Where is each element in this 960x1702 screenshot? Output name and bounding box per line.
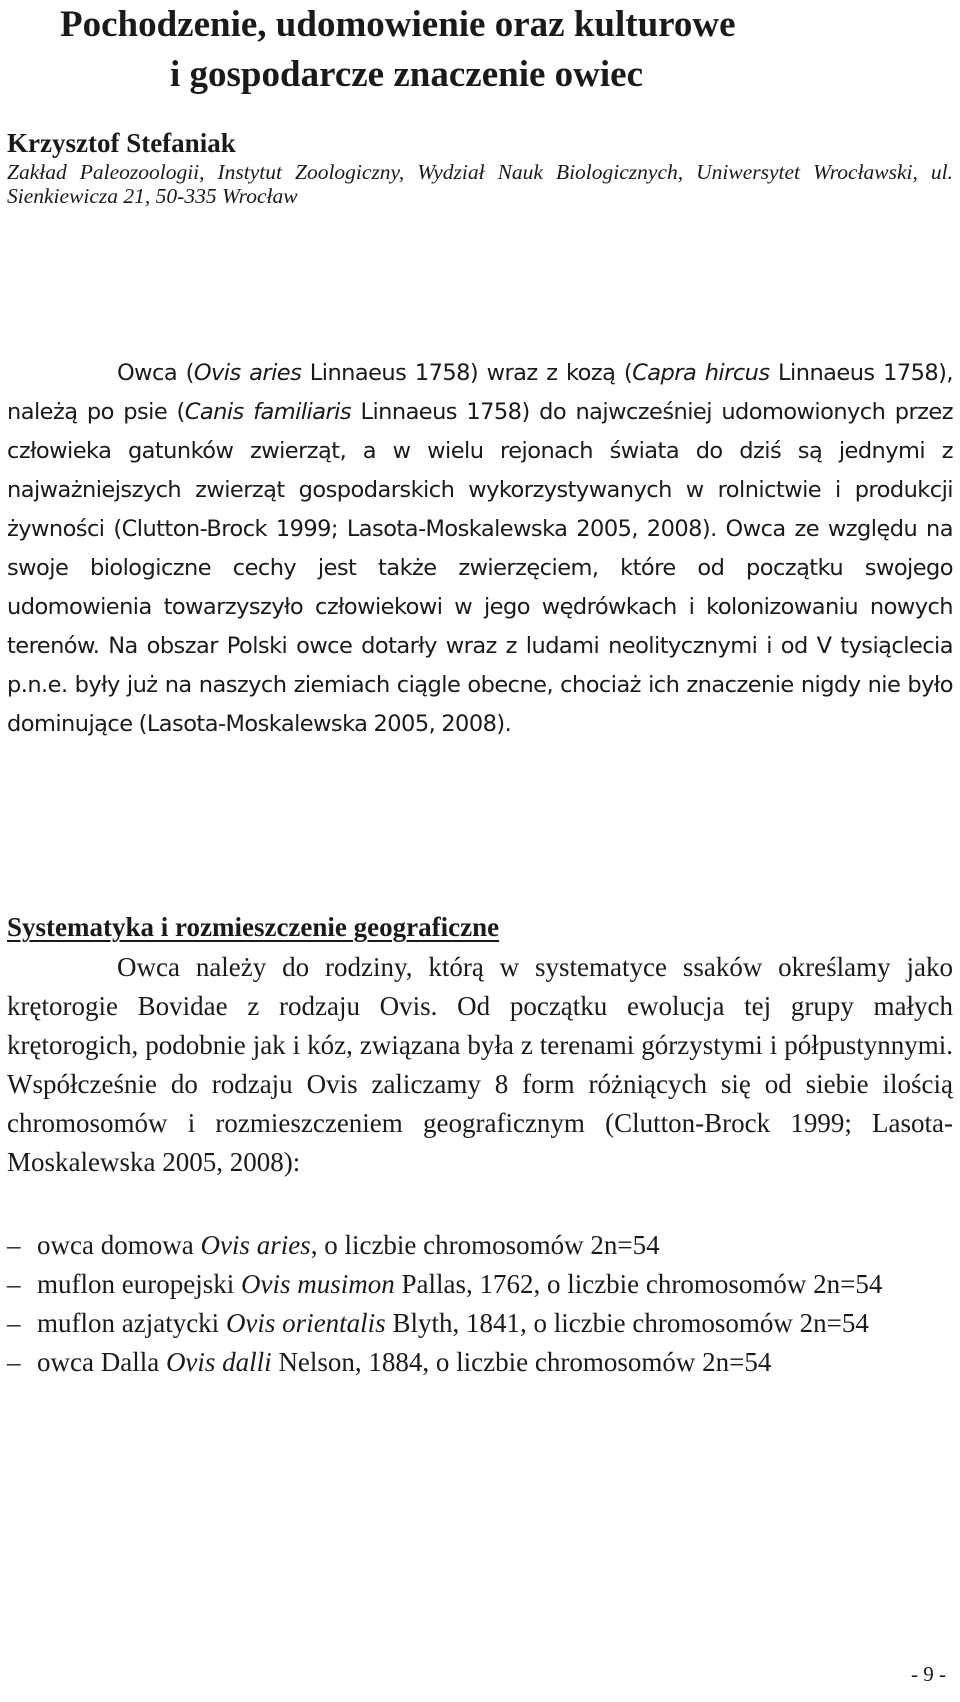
section-heading: Systematyka i rozmieszczenie geograficzne <box>7 912 500 942</box>
dash-bullet: – <box>7 1230 21 1260</box>
p1-text-4: Linnaeus 1758) do najwcześniej udomowionych przez człowieka gatunków zwierząt, a w wielu rejonach świata do dziś są jednymi z najważniejszych zwierząt gospodarskich wykorzystywanych w rolnictwie i produkcji żywności (Clutton-Brock 1999; Lasota-Moskalewska 2005, 2008). Owca ze względu na swoje biologiczne cechy jest także zwierzęciem, które od początku swojego udomowienia towarzyszyło człowiekowi w jego wędrówkach i kolonizowaniu nowych terenów. Na obszar Polski owce dotarły wraz z ludami neolitycznymi i od V tysiąclecia p.n.e. były już na naszych ziemiach ciągle obecne, chociaż ich znaczenie nigdy nie było dominujące (Lasota-Moskalewska 2005, 2008). <box>7 399 953 737</box>
dash-bullet: – <box>7 1308 21 1338</box>
item-latin-name: Ovis orientalis <box>225 1308 386 1338</box>
item-latin-name: Ovis dalli <box>165 1347 272 1377</box>
dash-bullet: – <box>7 1347 21 1377</box>
item-text: , o liczbie chromosomów 2n=54 <box>310 1230 660 1260</box>
p1-latin-canis-familiaris: Canis familiaris <box>184 399 352 425</box>
author-name: Krzysztof Stefaniak <box>7 128 236 158</box>
item-text: Pallas, 1762, o liczbie chromosomów 2n=54 <box>394 1269 883 1299</box>
item-text: Blyth, 1841, o liczbie chromosomów 2n=54 <box>385 1308 869 1338</box>
item-text: muflon azjatycki <box>37 1308 226 1338</box>
author-affiliation: Zakład Paleozoologii, Instytut Zoologiczny, Wydział Nauk Biologicznych, Uniwersytet Wrocławski, ul. Sienkiewicza 21, 50-335 Wrocław <box>7 160 953 208</box>
ovis-forms-list <box>7 1226 953 1382</box>
title-line-1: Pochodzenie, udomowienie oraz kulturowe <box>60 4 736 45</box>
item-latin-name: Ovis musimon <box>240 1269 395 1299</box>
p1-latin-capra-hircus: Capra hircus <box>632 360 770 386</box>
list-item <box>7 1265 953 1304</box>
p1-text-2: Linnaeus 1758) wraz z kozą ( <box>301 360 633 386</box>
item-text: Nelson, 1884, o liczbie chromosomów 2n=54 <box>271 1347 772 1377</box>
p1-text-3: Linnaeus 1758), należą po psie ( <box>7 360 953 425</box>
dash-bullet: – <box>7 1269 21 1299</box>
article-title <box>60 0 900 100</box>
p1-latin-ovis-aries: Ovis aries <box>193 360 302 386</box>
item-text: owca Dalla <box>37 1347 166 1377</box>
item-latin-name: Ovis aries <box>200 1230 311 1260</box>
title-line-2: i gospodarcze znaczenie owiec <box>170 54 643 95</box>
list-item <box>7 1226 953 1265</box>
item-text: muflon europejski <box>37 1269 241 1299</box>
p1-text-1: Owca ( <box>117 360 194 386</box>
section-paragraph: Owca należy do rodziny, którą w systematyce ssaków określamy jako krętorogie Bovidae z rodzaju Ovis. Od początku ewolucja tej grupy małych krętorogich, podobnie jak i kóz, związana była z terenami górzystymi i półpustynnymi. Współcześnie do rodzaju Ovis zaliczamy 8 form różniących się od siebie ilością chromosomów i rozmieszczeniem geograficznym (Clutton-Brock 1999; Lasota-Moskalewska 2005, 2008): <box>7 952 953 1177</box>
item-text: owca domowa <box>37 1230 201 1260</box>
list-item <box>7 1343 953 1382</box>
list-item <box>7 1304 953 1343</box>
intro-paragraph <box>7 354 953 744</box>
page-number: - 9 - <box>911 1662 946 1686</box>
